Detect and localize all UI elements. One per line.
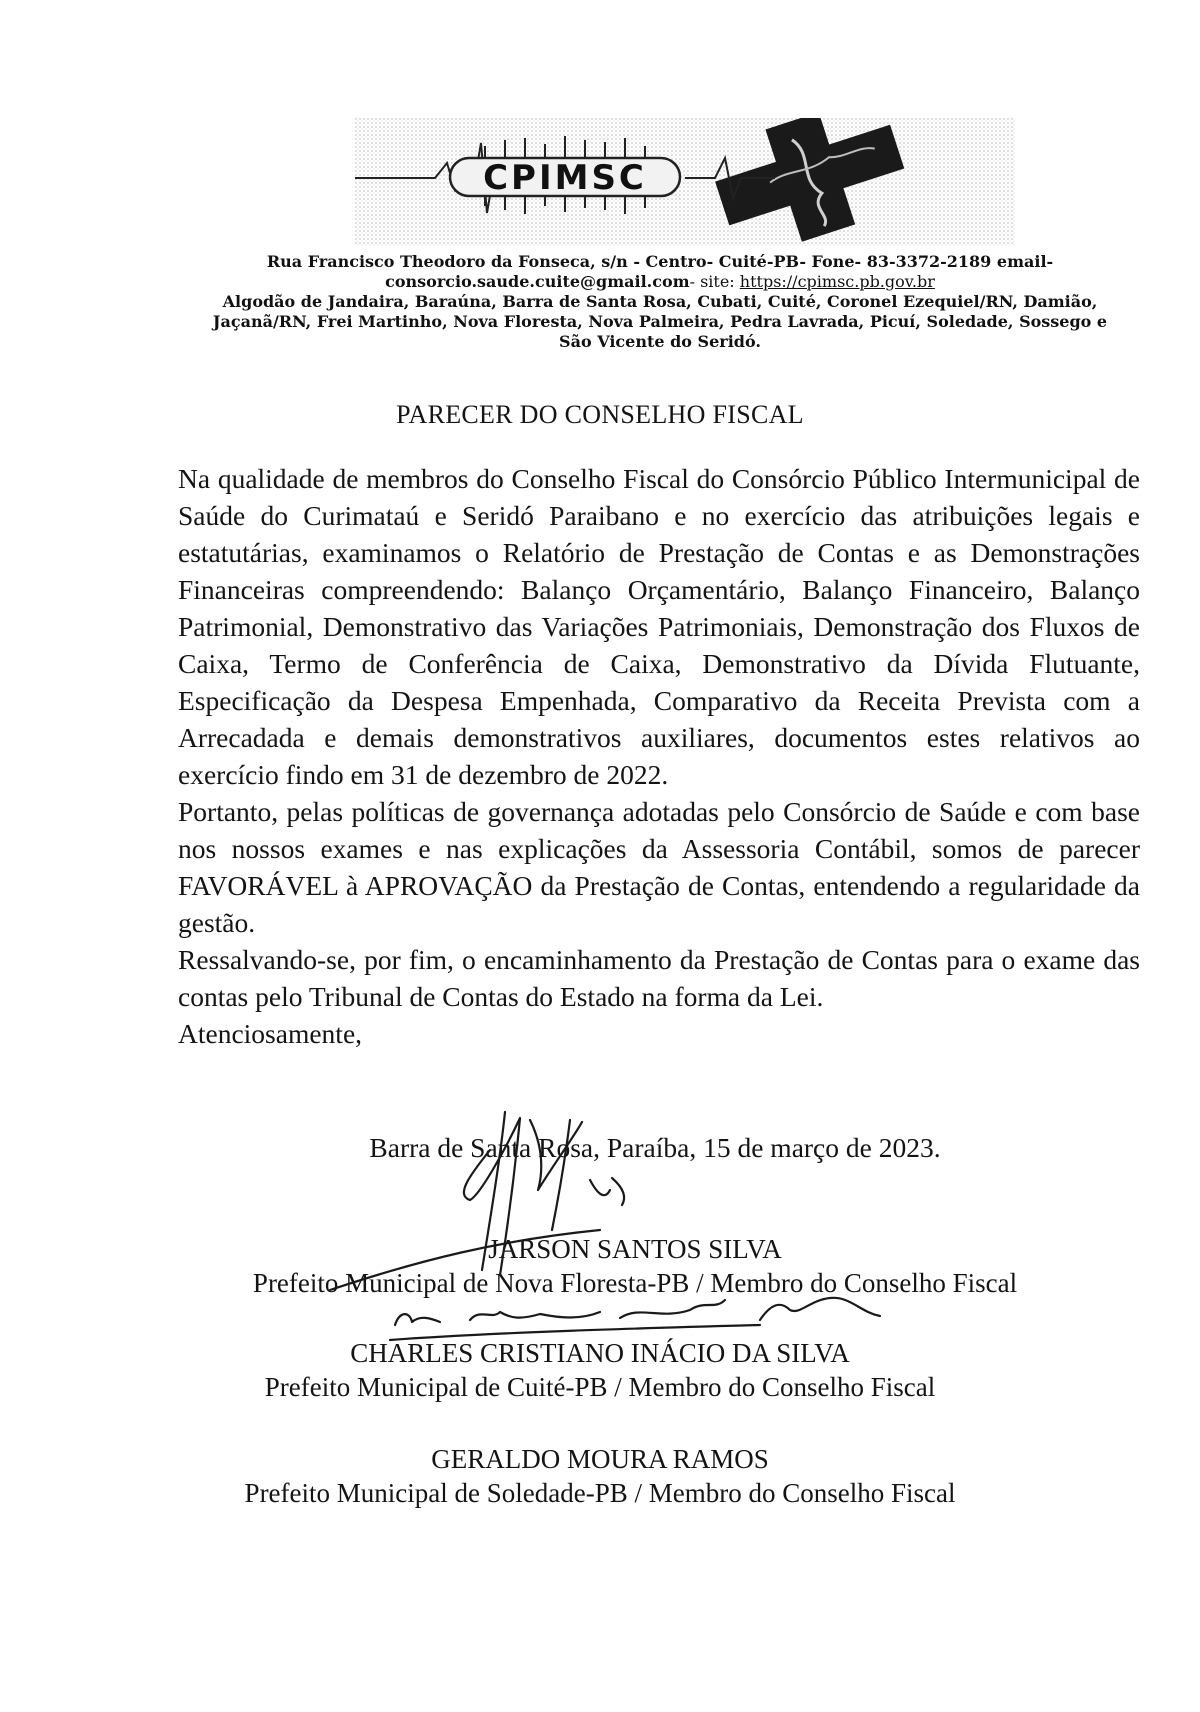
header-contact-info <box>180 252 1140 352</box>
email-text: consorcio.saude.cuite@gmail.com <box>385 272 690 291</box>
signature-2-stroke <box>470 1312 600 1320</box>
municipalities-line-2: Jaçanã/RN, Frei Martinho, Nova Floresta, Nova Palmeira, Pedra Lavrada, Picuí, Soledade, Sossego e <box>212 312 1108 331</box>
document-body <box>178 460 1140 1052</box>
signatory-block <box>0 1232 1200 1300</box>
signatory-role: Prefeito Municipal de Cuité-PB / Membro do Conselho Fiscal <box>264 1372 936 1402</box>
document-title: PARECER DO CONSELHO FISCAL <box>396 400 804 429</box>
signatory-block <box>0 1336 1200 1404</box>
signature-2-stroke <box>760 1298 880 1320</box>
date-line: Barra de Santa Rosa, Paraíba, 15 de março de 2023. <box>369 1132 941 1163</box>
paragraph-3: Ressalvando-se, por fim, o encaminhamento da Prestação de Contas para o exame das contas pelo Tribunal de Contas do Estado na forma da Lei. <box>178 944 1140 1012</box>
municipalities-line-1: Algodão de Jandaira, Baraúna, Barra de Santa Rosa, Cubati, Cuité, Coronel Ezequiel/RN, Damião, <box>222 292 1098 311</box>
logo-text: CPIMSC <box>483 158 647 198</box>
address-line: Rua Francisco Theodoro da Fonseca, s/n - Centro- Cuité-PB- Fone- 83-3372-2189 email- <box>266 252 1054 271</box>
municipalities-line-3: São Vicente do Seridó. <box>559 332 761 351</box>
signatory-role: Prefeito Municipal de Nova Floresta-PB / Membro do Conselho Fiscal <box>252 1268 1018 1298</box>
signatory-name: CHARLES CRISTIANO INÁCIO DA SILVA <box>350 1338 850 1368</box>
paragraph-2: Portanto, pelas políticas de governança adotadas pelo Consórcio de Saúde e com base nos nossos exames e nas explicações da Assessoria Contábil, somos de parecer FAVORÁVEL à APROVAÇÃO da Prestação de Contas, entendendo a regularidade da gestão. <box>178 796 1140 938</box>
paragraph-1: Na qualidade de membros do Conselho Fiscal do Consórcio Público Intermunicipal de Saúde do Curimataú e Seridó Paraibano e no exercício das atribuições legais e estatutárias, examinamos o Relatório de Prestação de Contas e as Demonstrações Financeiras compreendendo: Balanço Orçamentário, Balanço Financeiro, Balanço Patrimonial, Demonstrativo das Variações Patrimoniais, Demonstração dos Fluxos de Caixa, Termo de Conferência de Caixa, Demonstrativo da Dívida Flutuante, Especificação da Despesa Empenhada, Comparativo da Receita Prevista com a Arrecadada e demais demonstrativos auxiliares, documentos estes relativos ao exercício findo em 31 de dezembro de 2022. <box>178 463 1140 790</box>
signatory-block <box>0 1442 1200 1510</box>
signature-2-stroke <box>395 1314 440 1325</box>
signature-2-stroke <box>620 1300 725 1318</box>
signature-1-stroke <box>590 1178 624 1205</box>
site-label: - site: <box>689 272 740 291</box>
cpimsc-logo <box>355 118 1015 246</box>
signatory-name: JARSON SANTOS SILVA <box>488 1234 782 1264</box>
signatory-name: GERALDO MOURA RAMOS <box>431 1444 769 1474</box>
site-link[interactable]: https://cpimsc.pb.gov.br <box>739 272 935 291</box>
closing-text: Atenciosamente, <box>178 1018 363 1049</box>
signatory-role: Prefeito Municipal de Soledade-PB / Membro do Conselho Fiscal <box>244 1478 956 1508</box>
